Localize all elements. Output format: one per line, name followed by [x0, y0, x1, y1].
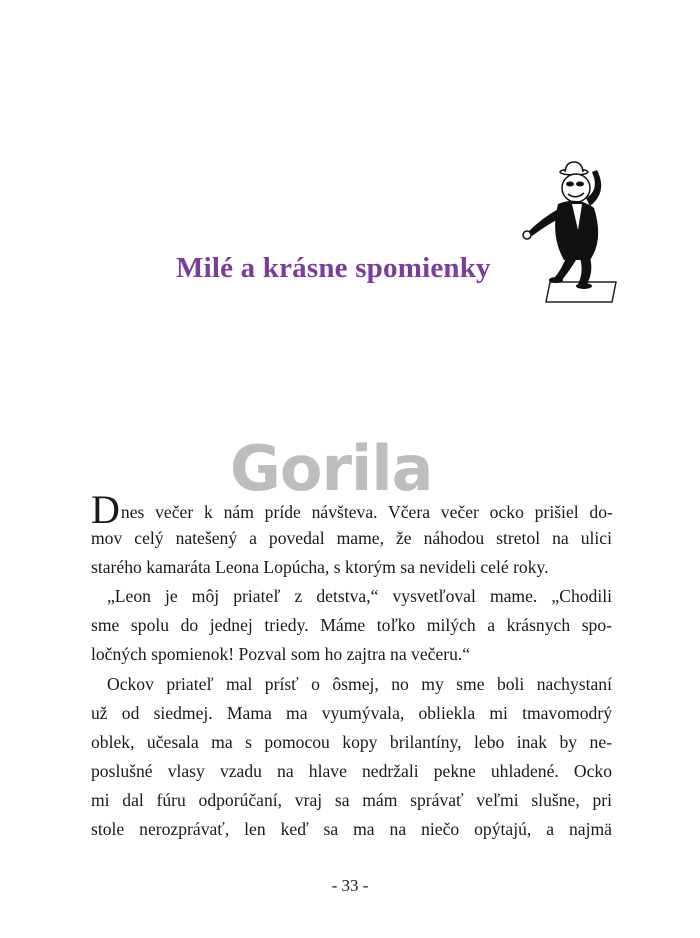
text-line: „Leon je môj priateľ z detstva,“ vysvetľoval mame. „Chodili — [107, 586, 612, 607]
watermark: Gorila — [230, 432, 433, 505]
text-line: mi dal fúru odporúčaní, vraj sa mám správať veľmi slušne, pri — [91, 789, 612, 810]
text-line: sme spolu do jednej triedy. Máme toľko milých a krásnych spo- — [91, 615, 612, 636]
text-line: nes večer k nám príde návšteva. Včera večer ocko prišiel do- — [120, 502, 613, 522]
text-line: stole nerozprávať, len keď sa ma na niečo opýtajú, a najmä — [91, 819, 612, 840]
page-number: - 33 - — [331, 876, 369, 895]
drop-cap: D — [91, 487, 120, 532]
paragraph-1-first-line — [91, 487, 613, 532]
dancing-man-illustration — [520, 160, 620, 310]
chapter-title: Milé a krásne spomienky — [176, 252, 491, 284]
text-line: Ockov priateľ mal prísť o ôsmej, no my sme boli nachystaní — [107, 673, 612, 694]
text-line: oblek, učesala ma s pomocou kopy brilantíny, lebo inak by ne- — [91, 731, 612, 752]
text-line: už od siedmej. Mama ma vyumývala, obliekla mi tmavomodrý — [91, 702, 612, 723]
body-text — [91, 487, 613, 844]
text-line: ločných spomienok! Pozval som ho zajtra na večeru.“ — [91, 644, 471, 665]
text-line: starého kamaráta Leona Lopúcha, s ktorým sa nevideli celé roky. — [91, 557, 549, 578]
text-line: poslušné vlasy vzadu na hlave nedržali pekne uhladené. Ocko — [91, 760, 612, 781]
text-line: mov celý natešený a povedal mame, že náhodou stretol na ulici — [91, 528, 612, 549]
